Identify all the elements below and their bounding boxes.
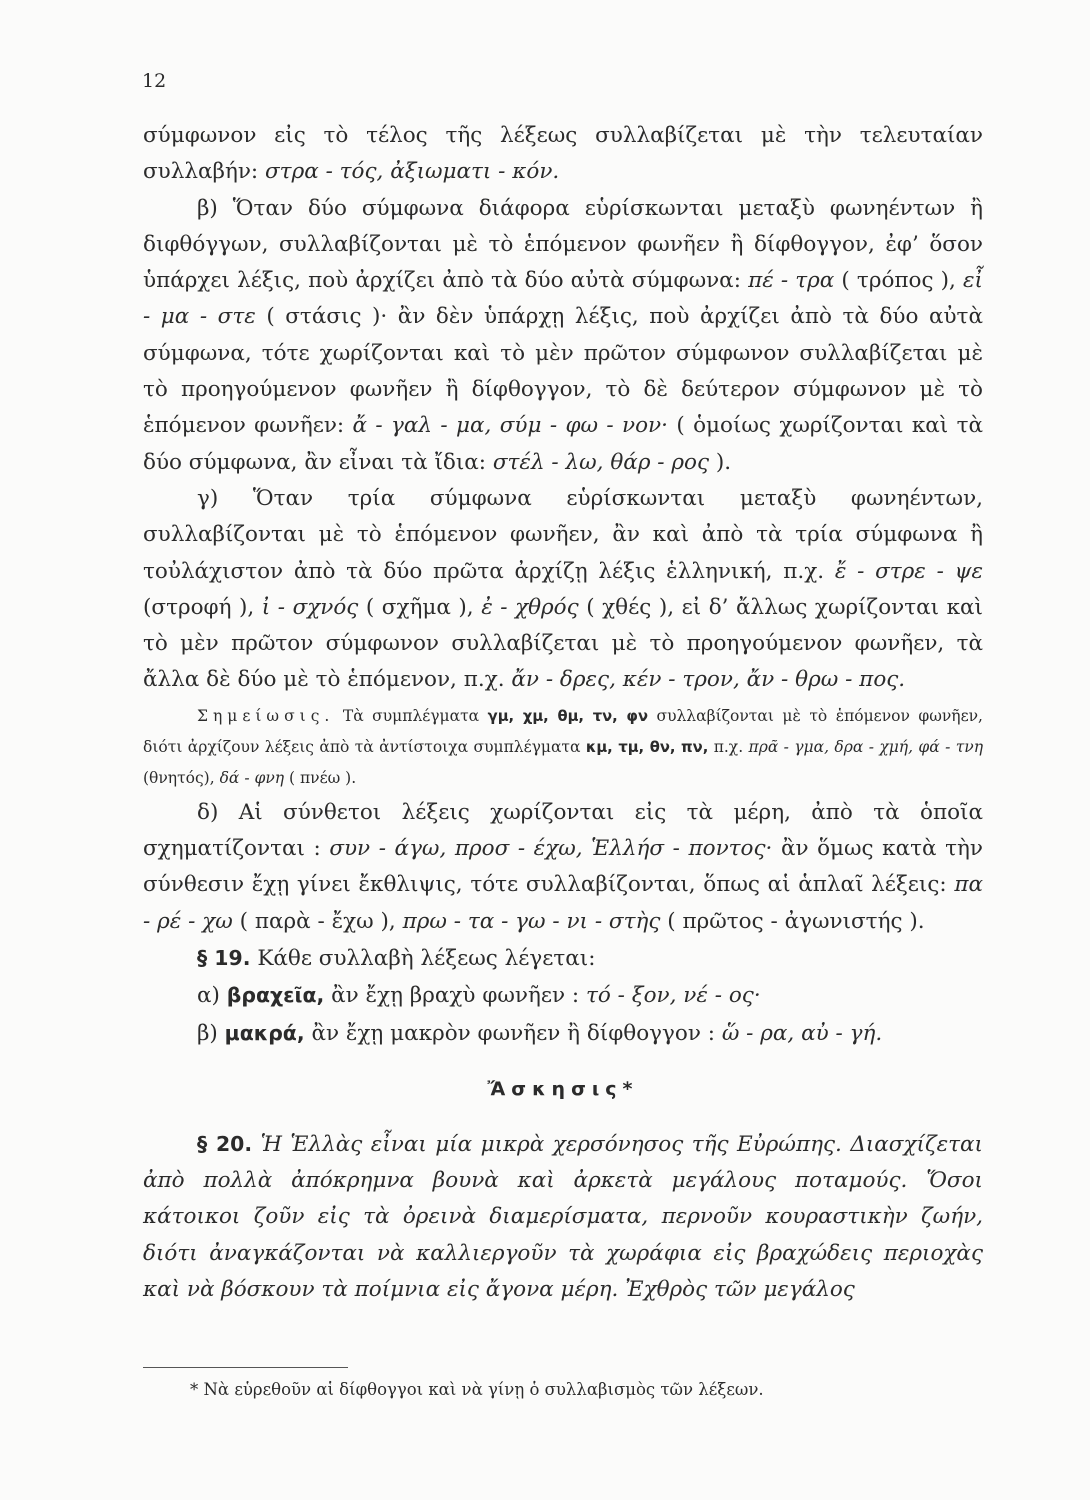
gloss: (στροφή ), [143, 594, 255, 620]
text: εἰ δ’ ἄλλως χωρίζονται καὶ τὸ μὲν πρῶτον σύμφωνον συλλαβίζεται μὲ τὸ προηγούμενον φωνῆεν, τὰ ἄλλα δὲ δύο μὲ τὸ ἑπόμενον, π.χ. [143, 594, 983, 693]
page-number: 12 [142, 70, 167, 92]
gloss: (θνητός), [143, 768, 215, 787]
bold-clusters: γμ, χμ, θμ, τν, φν [487, 707, 648, 725]
gloss: ( τρόπος ), [841, 268, 956, 294]
example: τό - ξον, νέ - ος· [586, 983, 761, 1009]
section-20 [143, 1126, 983, 1308]
note-label: Σημείωσις. [197, 706, 335, 725]
item-label: α) [197, 983, 220, 1009]
gloss: ( παρὰ - ἔχω ), [239, 908, 396, 934]
term: μακρά, [224, 1020, 305, 1045]
paragraph-b [143, 191, 983, 481]
page-body [143, 118, 983, 1308]
example: πα - ρέ - χω [143, 872, 983, 934]
bold-clusters: κμ, τμ, θν, πν, [585, 738, 709, 756]
example: ἰ - σχνός [261, 594, 359, 620]
paragraph-a-continued [143, 118, 983, 191]
text: Κάθε συλλαβὴ λέξεως λέγεται: [257, 945, 596, 971]
text: Ὅταν τρία σύμφωνα εὑρίσκωνται μεταξὺ φωνηέντων, συλλαβίζονται μὲ τὸ ἑπόμενον φωνῆεν, ἂν καὶ ἀπὸ τὰ τρία σύμφωνα ἢ τοὐλάχιστον ἀπὸ τὰ δύο πρῶτα ἀρχίζῃ λέξις ἑλληνική, π.χ. [143, 485, 983, 584]
text: ἂν ἔχῃ μακρὸν φωνῆεν ἢ δίφθογγον : [311, 1020, 715, 1046]
text: ( ὁμοίως χωρίζονται καὶ τὰ δύο σύμφωνα, ἂν εἶναι τὰ ἴδια: [143, 413, 983, 475]
text: ἂν ἔχῃ βραχὺ φωνῆεν : [331, 983, 580, 1009]
footnote: * Νὰ εὑρεθοῦν αἱ δίφθογγοι καὶ νὰ γίνῃ ὁ συλλαβισμὸς τῶν λέξεων. [190, 1380, 764, 1399]
term: βραχεῖα, [226, 983, 325, 1008]
text: π.χ. [713, 737, 744, 756]
text: ἂν ὅμως κατὰ τὴν σύνθεσιν ἔχῃ γίνει ἔκθλιψις, τότε συλλαβίζονται, ὅπως αἱ ἁπλαῖ λέξεις: [143, 836, 983, 898]
example: ἐ - χθρός [481, 594, 579, 620]
example: δά - φνη [219, 768, 285, 787]
gloss: ( στάσις )· [266, 304, 388, 330]
exercise-text: Ἡ Ἑλλὰς εἶναι μία μικρὰ χερσόνησος τῆς Εὐρώπης. Διασχίζεται ἀπὸ πολλὰ ἀπόκρημνα βουνὰ καὶ ἀρκετὰ μεγάλους ποταμούς. Ὅσοι κάτοικοι ζοῦν εἰς τὰ ὀρεινὰ διαμερίσματα, περνοῦν κουραστικὴν ζωήν, διότι ἀναγκάζονται νὰ καλλιεργοῦν τὰ χωράφια εἰς βραχώδεις περιοχὰς καὶ νὰ βόσκουν τὰ ποίμνια εἰς ἄγονα μέρη. Ἐχθρὸς τῶν μεγάλος [143, 1131, 983, 1303]
text: Τὰ συμπλέγματα [342, 706, 480, 725]
text: ἂν δὲν ὑπάρχῃ λέξις, ποὺ ἀρχίζει ἀπὸ τὰ δύο αὐτὰ σύμφωνα, τότε χωρίζονται καὶ τὸ μὲν πρῶτον σύμφωνον συλλαβίζεται μὲ τὸ προηγούμενον φωνῆεν ἢ δίφθογγον, τὸ δὲ δεύτερον σύμφωνον μὲ τὸ ἑπόμενον φωνῆεν: [143, 304, 983, 439]
example: ἔ - στρε - ψε [834, 558, 983, 584]
item-label: β) [197, 1020, 218, 1046]
gloss: ( πνέω ). [288, 768, 357, 787]
text: Αἱ σύνθετοι λέξεις χωρίζονται εἰς τὰ μέρη, ἀπὸ τὰ ὁποῖα σχηματίζονται : [143, 799, 983, 862]
paragraph-d [143, 795, 983, 940]
example: εἶ - μα - στε [143, 268, 983, 330]
example: στέλ - λω, θάρ - ρος [492, 449, 710, 475]
section-19-item-a [143, 977, 983, 1014]
text: συλλαβίζονται μὲ τὸ ἑπόμενον φωνῆεν, διότι ἀρχίζουν λέξεις ἀπὸ τὰ ἀντίστοιχα συμπλέγματα [143, 706, 983, 756]
example: πρᾶ - γμα, δρα - χμή, φά - τνη [748, 737, 983, 756]
section-number: § 19. [197, 945, 251, 970]
example: ἄ - γαλ - μα, σύμ - φω - νον· [352, 413, 668, 439]
footnote-rule [143, 1367, 348, 1368]
gloss: ( πρῶτος - ἀγωνιστής ). [667, 908, 925, 934]
gloss: ( σχῆμα ), [365, 594, 474, 620]
example: συν - άγω, προσ - έχω, Ἑλλήσ - ποντος· [329, 836, 773, 862]
example: στρα - τός, ἀξιωματι - κόν. [265, 159, 560, 185]
paragraph-c [143, 481, 983, 699]
note-paragraph [143, 701, 983, 793]
section-19 [143, 940, 983, 977]
text: ). [715, 449, 732, 475]
section-number: § 20. [197, 1131, 253, 1156]
section-19-item-b [143, 1015, 983, 1052]
item-label: γ) [197, 485, 219, 511]
item-label: β) [197, 195, 218, 221]
example: ἄν - δρες, κέν - τρον, ἄν - θρω - πος. [511, 667, 906, 693]
example: πρω - τα - γω - νι - στὴς [402, 908, 661, 934]
example: ὥ - ρα, αὐ - γή. [721, 1020, 883, 1046]
exercise-block [143, 1126, 983, 1308]
text: Ὅταν δύο σύμφωνα διάφορα εὑρίσκωνται μεταξὺ φωνηέντων ἢ διφθόγγων, συλλαβίζονται μὲ τὸ ἑπόμενον φωνῆεν ἢ δίφθογγον, ἐφ’ ὅσον ὑπάρχει λέξις, ποὺ ἀρχίζει ἀπὸ τὰ δύο αὐτὰ σύμφωνα: [143, 195, 984, 294]
text: σύμφωνον εἰς τὸ τέλος τῆς λέξεως συλλαβίζεται μὲ τὴν τελευταίαν συλλαβήν: [143, 123, 983, 185]
exercise-heading: Ἄσκησις* [487, 1077, 639, 1100]
example: πέ - τρα [748, 268, 835, 294]
item-label: δ) [197, 799, 219, 825]
gloss: ( χθές ), [586, 594, 675, 620]
